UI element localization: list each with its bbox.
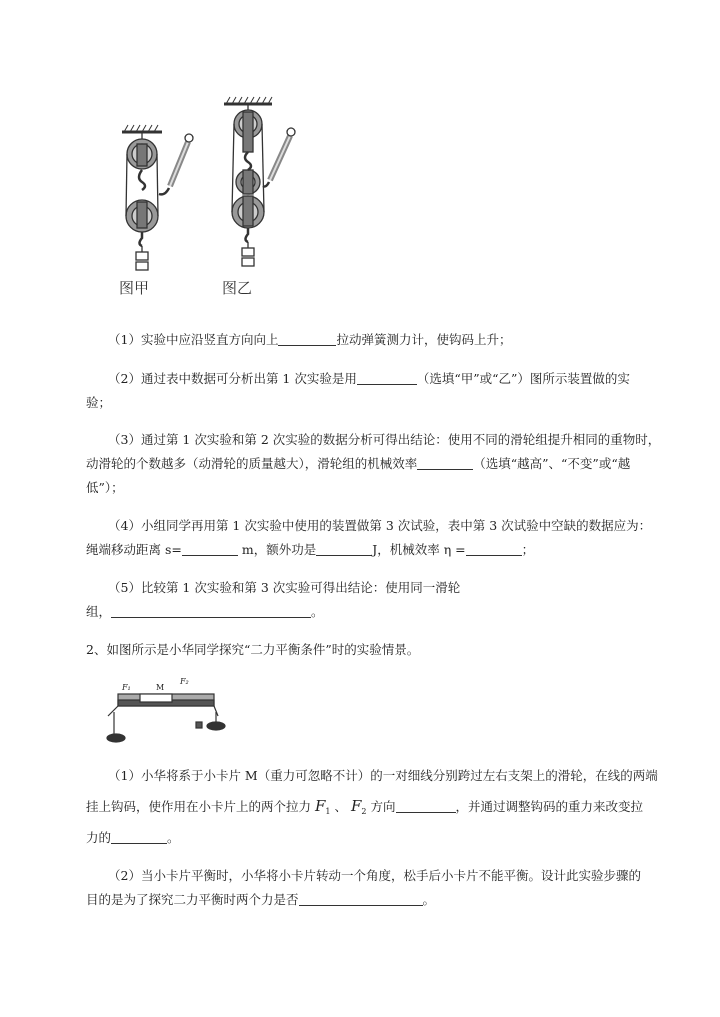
caption-jia: 图甲 (119, 279, 150, 297)
q2-part1-text-c: ，并通过调整钩码的重力来改变拉 (455, 799, 644, 814)
q1-part4-text-b: m，额外功是 (241, 542, 317, 557)
caption-yi: 图乙 (222, 279, 253, 297)
answer-blank[interactable] (357, 370, 417, 385)
q1-part2-text-a: （2）通过表中数据可分析出第 1 次实验是用 (108, 371, 357, 386)
q2-part1-line1: （1）小华将系于小卡片 M（重力可忽略不计）的一对细线分别跨过左右支架上的滑轮，在线的两端 (108, 768, 658, 783)
q2-part1-text-a: 挂上钩码，使作用在小卡片上的两个拉力 (86, 799, 312, 814)
fig-label-m: M (156, 683, 165, 692)
q1-part5-text-a: 组， (86, 604, 112, 619)
q1-part4-line1: （4）小组同学再用第 1 次实验中使用的装置做第 3 次试验，表中第 3 次试验中空缺的数据应为： (108, 518, 652, 533)
q2-separator: 、 (334, 799, 348, 814)
q2-part1-text-d: 力的 (86, 830, 112, 845)
q1-part4-line2 (86, 540, 534, 560)
answer-blank[interactable] (111, 829, 167, 844)
q1-part3-text-b: （选填“越高”、“不变”或“越 (473, 456, 631, 471)
answer-blank[interactable] (466, 541, 522, 556)
answer-blank[interactable] (182, 541, 238, 556)
force-f1-sub: 1 (325, 807, 331, 816)
q1-part2-line2: 验； (86, 395, 112, 410)
q2-part2-line1: （2）当小卡片平衡时，小华将小卡片转动一个角度，松手后小卡片不能平衡。设计此实验步骤的 (108, 868, 641, 883)
answer-blank[interactable] (396, 798, 456, 813)
q1-part1 (108, 330, 511, 350)
q1-part1-text-b: 拉动弹簧测力计，使钩码上升； (336, 332, 512, 347)
force-f1-letter: F (315, 797, 326, 815)
q2-part2-text-b: 。 (422, 892, 436, 907)
q2-part1-line3 (86, 828, 180, 848)
balance-card-figure (104, 676, 228, 746)
answer-blank[interactable] (417, 455, 473, 470)
q2-part1-text-b: 方向 (370, 799, 396, 814)
q1-part4-text-c: J，机械效率 η = (372, 542, 466, 557)
answer-blank[interactable] (278, 331, 336, 346)
q2-part2-line2 (86, 890, 435, 910)
q1-part5-line2 (86, 602, 324, 622)
force-f1 (315, 797, 331, 815)
force-f2 (351, 797, 367, 815)
force-f2-sub: 2 (361, 807, 367, 816)
q2-part1-text-e: 。 (167, 830, 180, 845)
fig-label-f2: F₂ (180, 677, 189, 686)
q1-part3-line3: 低”）； (86, 480, 124, 495)
q1-part3-line1: （3）通过第 1 次实验和第 2 次实验的数据分析可得出结论：使用不同的滑轮组提升相同的重物时， (108, 432, 661, 447)
q1-part4-text-a: 绳端移动距离 s= (86, 542, 182, 557)
answer-blank[interactable] (316, 541, 372, 556)
q1-part4-text-d: ； (521, 542, 535, 557)
answer-blank[interactable] (299, 891, 423, 906)
q1-part2-text-b: （选填“甲”或“乙”）图所示装置做的实 (416, 371, 630, 386)
pulley-figure-yi (220, 96, 310, 281)
fig-label-f1: F₁ (122, 683, 131, 692)
q1-part3-text-a: 动滑轮的个数越多（动滑轮的质量越大），滑轮组的机械效率 (86, 456, 418, 471)
q1-part5-line1: （5）比较第 1 次实验和第 3 次实验可得出结论：使用同一滑轮 (108, 580, 461, 595)
q2-title: 2、如图所示是小华同学探究“二力平衡条件”时的实验情景。 (86, 642, 420, 657)
q1-part3-line2 (86, 454, 630, 474)
q1-part1-text-a: （1）实验中应沿竖直方向向上 (108, 332, 279, 347)
q1-part5-text-b: 。 (311, 604, 324, 619)
q1-part2 (108, 369, 630, 389)
q2-part1-line2 (86, 796, 643, 822)
force-f2-letter: F (351, 797, 362, 815)
q2-part2-text-a: 目的是为了探究二力平衡时两个力是否 (86, 892, 299, 907)
answer-blank[interactable] (111, 603, 311, 618)
pulley-figure-jia (112, 120, 202, 280)
